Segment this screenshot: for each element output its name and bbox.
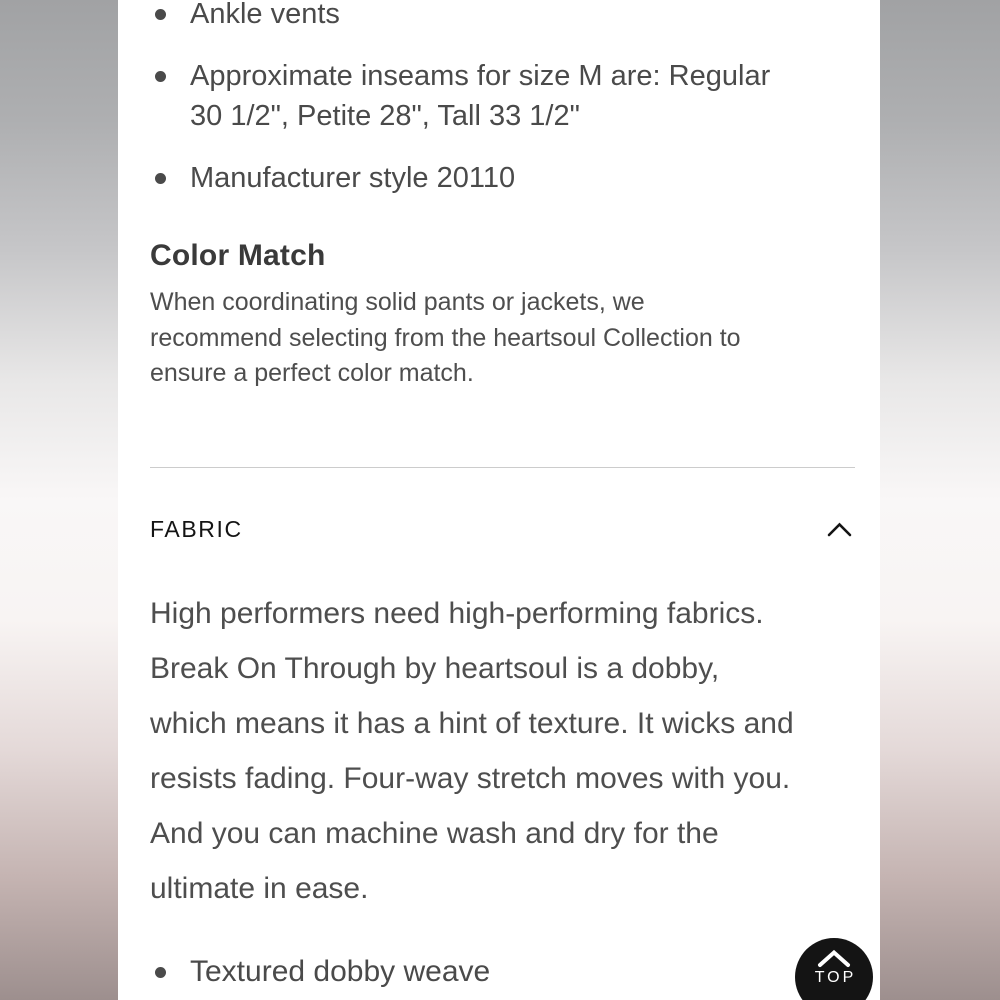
- paragraph-line: resists fading. Four-way stretch moves with you.: [150, 762, 791, 795]
- paragraph-line: And you can machine wash and dry for the: [150, 817, 719, 850]
- paragraph-line: High performers need high-performing fabrics.: [150, 597, 764, 630]
- bullet-line: Textured dobby weave: [190, 955, 491, 988]
- bullet-line: Manufacturer style 20110: [190, 162, 516, 194]
- bullet-text: [190, 158, 515, 198]
- bullet-icon: [155, 173, 166, 184]
- fabric-section-title: FABRIC: [150, 516, 243, 542]
- bullet-text: [190, 952, 490, 992]
- paragraph-line: which means it has a hint of texture. It wicks and: [150, 707, 794, 740]
- letterbox-left: [0, 0, 118, 1000]
- paragraph-line: When coordinating solid pants or jackets, we: [150, 288, 645, 316]
- color-match-body: [150, 285, 855, 392]
- paragraph-line: recommend selecting from the heartsoul Collection to: [150, 323, 741, 352]
- section-divider: [150, 467, 855, 469]
- product-details-bullet-list: [150, 0, 855, 198]
- bullet-icon: [155, 9, 166, 20]
- bullet-icon: [155, 967, 166, 978]
- fabric-description: [150, 586, 855, 916]
- bullet-line: Ankle vents: [190, 0, 340, 30]
- chevron-up-icon: [827, 522, 852, 537]
- letterbox-right: [880, 0, 1000, 1000]
- bullet-text: [190, 56, 770, 136]
- back-to-top-label: TOP: [814, 969, 857, 986]
- list-item: [150, 158, 855, 198]
- product-details-content: [118, 0, 880, 1000]
- bullet-line: Approximate inseams for size M are: Regular: [190, 60, 771, 92]
- list-item: [150, 56, 855, 136]
- paragraph-line: Break On Through by heartsoul is a dobby,: [150, 652, 720, 685]
- list-item: [150, 0, 855, 34]
- color-match-heading: Color Match: [150, 239, 326, 272]
- list-item: [150, 952, 855, 992]
- fabric-accordion-header[interactable]: [150, 512, 855, 546]
- chevron-up-icon: [816, 949, 852, 968]
- paragraph-line: ensure a perfect color match.: [150, 359, 474, 387]
- fabric-bullet-list: [150, 952, 855, 992]
- bullet-text: [190, 0, 340, 34]
- bullet-icon: [155, 71, 166, 82]
- paragraph-line: ultimate in ease.: [150, 872, 369, 905]
- bullet-line: 30 1/2", Petite 28", Tall 33 1/2": [190, 100, 580, 132]
